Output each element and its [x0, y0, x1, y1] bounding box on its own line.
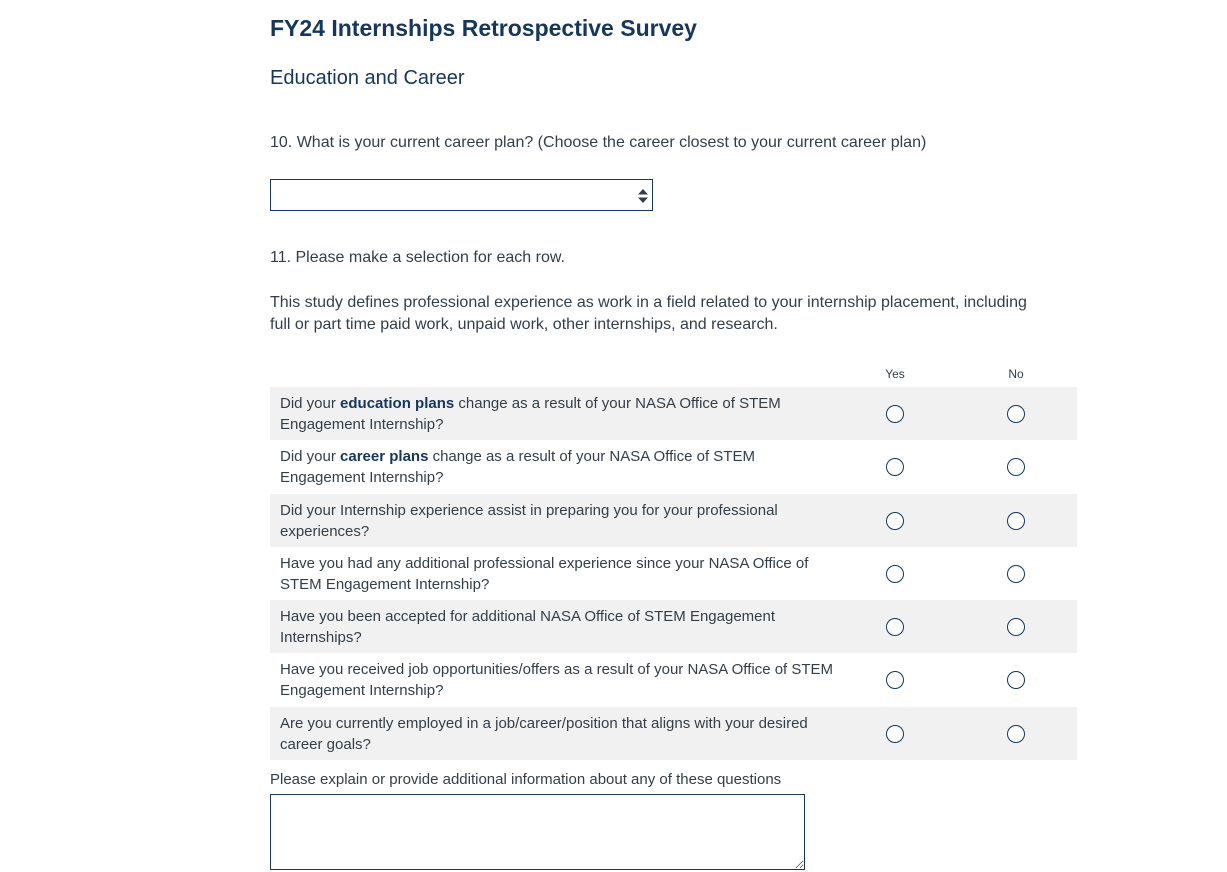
- row-label-text: Have you had any additional professional experience since your NASA Office of STEM Engagement Internship?: [280, 554, 809, 593]
- radio-yes[interactable]: [886, 458, 904, 476]
- matrix-row: [270, 547, 1077, 600]
- question-11-matrix: [270, 387, 1077, 760]
- radio-no[interactable]: [1007, 725, 1025, 743]
- radio-yes[interactable]: [886, 405, 904, 423]
- matrix-row-label: [280, 553, 840, 595]
- matrix-row-label: [280, 606, 840, 648]
- matrix-row-label: [280, 446, 840, 488]
- row-label-text: Did your Internship experience assist in preparing you for your professional experiences?: [280, 501, 778, 540]
- column-header-yes: Yes: [885, 367, 905, 381]
- row-label-text: Are you currently employed in a job/career/position that aligns with your desired career goals?: [280, 714, 808, 753]
- explain-label: Please explain or provide additional information about any of these questions: [270, 771, 782, 788]
- radio-yes[interactable]: [886, 618, 904, 636]
- career-plan-select[interactable]: [270, 179, 653, 211]
- matrix-row-label: [280, 500, 840, 542]
- matrix-row: [270, 707, 1077, 760]
- row-label-text: Have you been accepted for additional NASA Office of STEM Engagement Internships?: [280, 608, 776, 647]
- matrix-row: [270, 387, 1077, 440]
- matrix-row-label: [280, 713, 840, 755]
- row-label-text: Did your: [280, 448, 341, 466]
- row-label-bold: education plans: [340, 395, 455, 412]
- page-title: Education and Career: [270, 67, 465, 89]
- matrix-row-label: [280, 393, 840, 435]
- radio-yes[interactable]: [886, 565, 904, 583]
- radio-yes[interactable]: [886, 512, 904, 530]
- matrix-row: [270, 653, 1077, 706]
- radio-no[interactable]: [1007, 405, 1025, 423]
- matrix-row-label: [280, 659, 840, 701]
- radio-no[interactable]: [1007, 512, 1025, 530]
- radio-no[interactable]: [1007, 671, 1025, 689]
- question-11-text: 11. Please make a selection for each row.: [270, 249, 565, 266]
- radio-yes[interactable]: [886, 725, 904, 743]
- row-label-text-end: change as a result of your NASA Office of STEM Engagement Internship?: [280, 395, 781, 433]
- column-header-no: No: [1008, 367, 1024, 381]
- radio-no[interactable]: [1007, 565, 1025, 583]
- matrix-row: [270, 600, 1077, 653]
- radio-no[interactable]: [1007, 458, 1025, 476]
- question-10-text: 10. What is your current career plan? (Choose the career closest to your current career plan): [270, 134, 927, 151]
- radio-yes[interactable]: [886, 671, 904, 689]
- row-label-bold: career plans: [340, 448, 429, 466]
- radio-no[interactable]: [1007, 618, 1025, 636]
- row-label-text-end: change as a result of your NASA Office of STEM Engagement Internship?: [280, 448, 755, 487]
- question-11-description: This study defines professional experience as work in a field related to your internship placement, including full or part time paid work, unpaid work, other internships, and research.: [270, 294, 1027, 333]
- select-updown-arrows-icon: [638, 188, 648, 204]
- row-label-text: Have you received job opportunities/offers as a result of your NASA Office of STEM Engagement Internship?: [280, 661, 834, 700]
- explain-textarea[interactable]: [270, 794, 805, 870]
- matrix-row: [270, 494, 1077, 547]
- row-label-text: Did your: [280, 395, 341, 412]
- survey-title: FY24 Internships Retrospective Survey: [270, 15, 697, 41]
- matrix-row: [270, 440, 1077, 493]
